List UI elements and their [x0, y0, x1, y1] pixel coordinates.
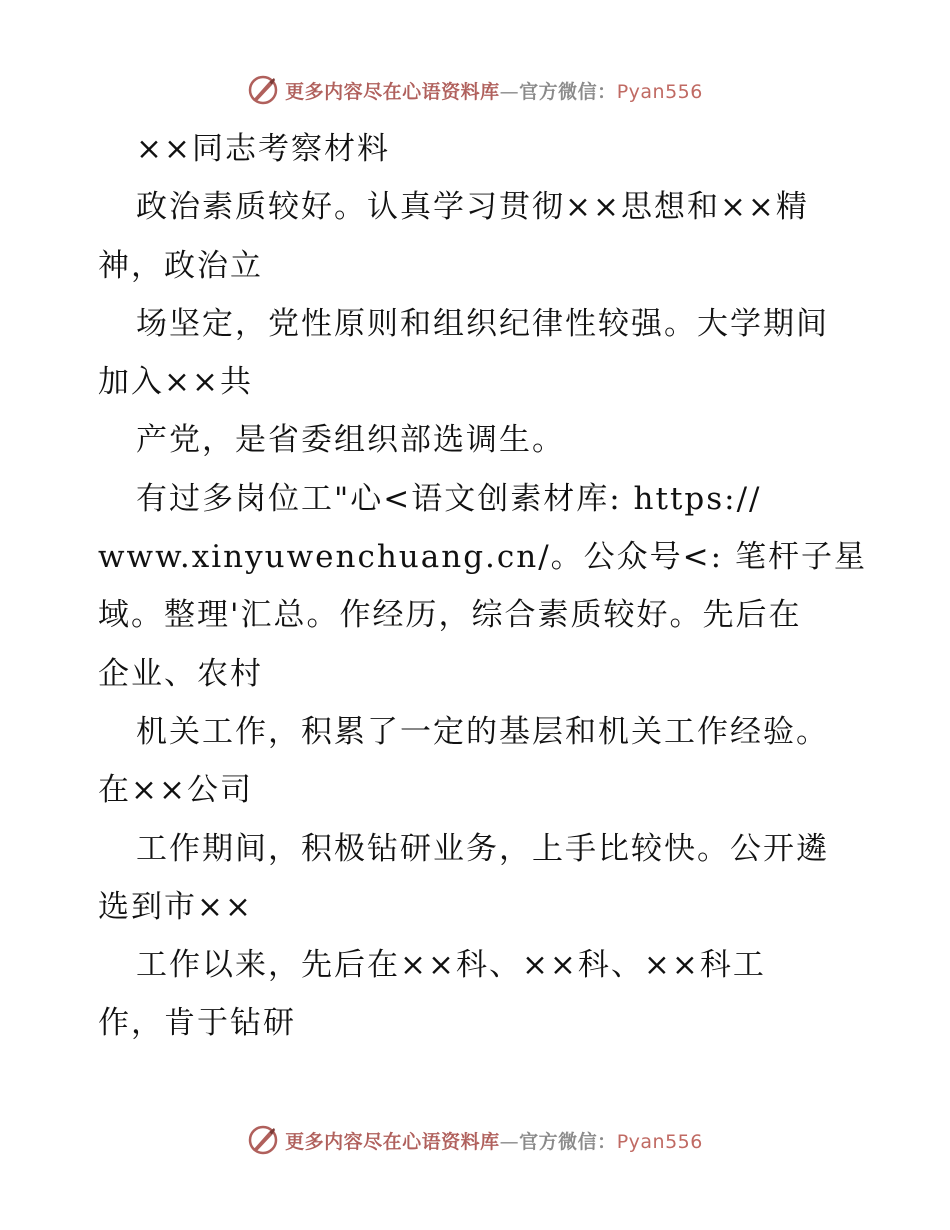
doc-line: 政治素质较好。认真学习贯彻××思想和××精 — [136, 189, 809, 226]
doc-line: 企业、农村 — [98, 655, 263, 692]
doc-line: 域。整理'汇总。作经历，综合素质较好。先后在 — [98, 597, 802, 634]
doc-line: 有过多岗位工"心<语文创素材库: https:// — [136, 480, 762, 517]
doc-line: 在××公司 — [98, 772, 253, 809]
header-banner — [0, 70, 950, 110]
doc-line: 产党，是省委组织部选调生。 — [136, 422, 565, 459]
doc-line: 机关工作，积累了一定的基层和机关工作经验。 — [136, 713, 829, 750]
header-dash: — — [499, 80, 520, 103]
quill-pen-logo-icon — [247, 1124, 279, 1156]
header-wechat-label: 官方微信： — [519, 80, 617, 103]
doc-line: 工作期间，积极钻研业务，上手比较快。公开遴 — [136, 830, 829, 867]
doc-line: 作，肯于钻研 — [98, 1005, 296, 1042]
doc-title: ××同志考察材料 — [136, 131, 390, 167]
doc-line: 选到市×× — [98, 888, 253, 925]
document-body — [98, 120, 867, 1053]
doc-line: www.xinyuwenchuang.cn/。公众号<: 笔杆子星 — [98, 539, 867, 576]
footer-banner — [0, 1120, 950, 1160]
footer-brand: 更多内容尽在心语资料库 — [285, 1130, 500, 1153]
doc-line: 加入××共 — [98, 364, 253, 401]
doc-line: 神，政治立 — [98, 247, 263, 284]
footer-dash: — — [499, 1130, 520, 1153]
header-banner-text — [285, 77, 703, 104]
footer-wechat-label: 官方微信： — [519, 1130, 617, 1153]
doc-line: 工作以来，先后在××科、××科、××科工 — [136, 947, 766, 984]
doc-line: 场坚定，党性原则和组织纪律性较强。大学期间 — [136, 305, 829, 342]
footer-banner-text — [285, 1127, 703, 1154]
quill-pen-logo-icon — [247, 74, 279, 106]
footer-account: Pyan556 — [616, 1130, 703, 1153]
header-brand: 更多内容尽在心语资料库 — [285, 80, 500, 103]
header-account: Pyan556 — [616, 80, 703, 103]
